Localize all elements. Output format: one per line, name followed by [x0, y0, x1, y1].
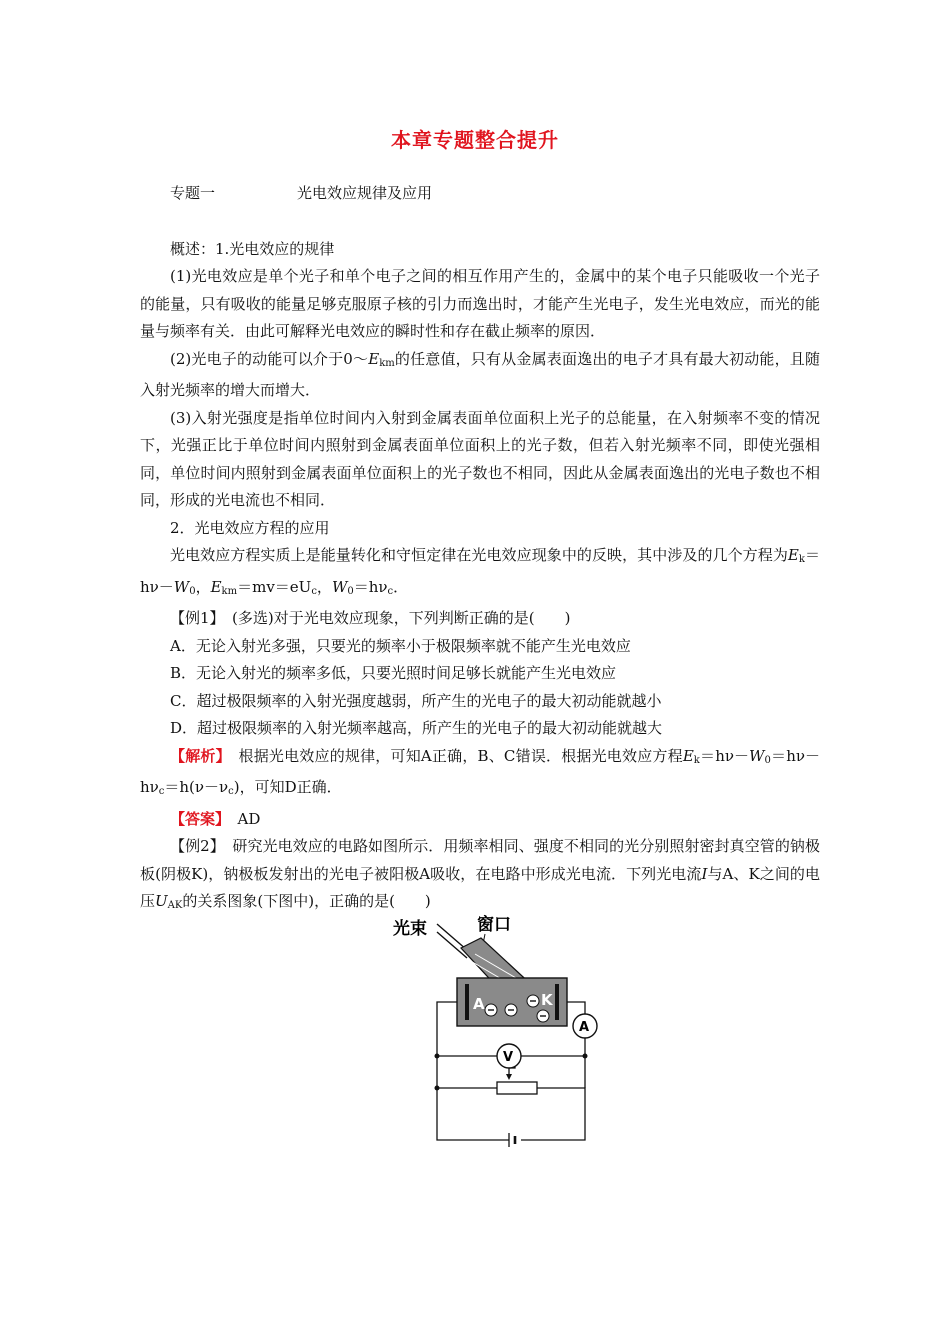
ammeter-label: A — [579, 1020, 590, 1035]
rheostat-slider — [506, 1074, 512, 1080]
photoelectric-circuit-figure — [385, 908, 615, 1148]
answer-tag: 【答案】 — [170, 809, 223, 828]
rule-3: (3)入射光强度是指单位时间内入射到金属表面单位面积上光子的总能量，在入射频率不变的情况下，光强正比于单位时间内照射到金属表面单位面积上的光子数，但若入射光频率不同，即使光强相同，单位时间内照射到金属表面单位面积上的光子数也不相同，因此从金属表面逸出的光电子数也不相同，形成的光电流也不相同． — [140, 408, 820, 509]
rule-2: (2)光电子的动能可以介于$0\sim E_{km}$的任意值，只有从金属表面逸出的电子才具有最大初动能，且随入射光频率的增大而增大． — [140, 349, 820, 399]
topic-label: 专题一 — [170, 184, 216, 202]
rule-1: (1)光电效应是单个光子和单个电子之间的相互作用产生的，金属中的某个电子只能吸收一个光子的能量，只有吸收的能量足够克服原子核的引力而逸出时，才能产生光电子，发生光电效应，而光的能量与频率有关．由此可解释光电效应的瞬时性和存在截止频率的原因． — [140, 267, 820, 340]
beam-label: 光束 — [393, 919, 427, 939]
example1-option-c: C．超过极限频率的入射光强度越弱，所产生的光电子的最大初动能就越小 — [170, 691, 662, 710]
analysis-tag: 【解析】 — [170, 746, 224, 765]
overview-heading: 概述：1.光电效应的规律 — [170, 239, 335, 258]
page-title: 本章专题整合提升 — [391, 128, 559, 152]
junction — [583, 1054, 588, 1059]
rheostat — [497, 1082, 537, 1094]
example2-stem: 【例2】 研究光电效应的电路如图所示．用频率相同、强度不相同的光分别照射密封真空管的钠极板(阴极K)，钠极板发射出的光电子被阳极A吸收，在电路中形成光电流．下列光电流I与A、K之间的电压$U_{AK}$的关系图象(下图中)，正确的是( ) — [140, 837, 820, 911]
example1-analysis: 【解析】 根据光电效应的规律，可知A正确，B、C错误．根据光电效应方程$E_k=h\nu-W_0=h\nu-h\nu_c=h(\nu-\nu_c)$，可知D正确． — [140, 746, 820, 797]
cathode-label: K — [541, 991, 553, 1009]
junction — [435, 1086, 440, 1091]
example1-option-d: D．超过极限频率的入射光频率越高，所产生的光电子的最大初动能就越大 — [170, 719, 663, 737]
anode-label: A — [473, 995, 485, 1013]
topic-heading — [140, 180, 820, 208]
section2-text: 光电效应方程实质上是能量转化和守恒定律在光电效应现象中的反映，其中涉及的几个方程为$E_k=h\nu-W_0$，$E_{km}=mv=eU_c$，$W_0=h\nu_c$． — [140, 546, 820, 597]
example1-stem: 【例1】 (多选)对于光电效应现象，下列判断正确的是( ) — [170, 609, 571, 627]
topic-name: 光电效应规律及应用 — [297, 184, 433, 202]
example1-answer: 【答案】 AD — [170, 809, 261, 828]
example1-option-a: A．无论入射光多强，只要光的频率小于极限频率就不能产生光电效应 — [170, 636, 631, 655]
voltmeter-label: V — [503, 1050, 514, 1065]
document-body — [140, 180, 820, 920]
section2-heading: 2．光电效应方程的应用 — [170, 518, 330, 537]
battery — [509, 1133, 515, 1147]
window-label: 窗口 — [477, 915, 511, 935]
example1-option-b: B．无论入射光的频率多低，只要光照时间足够长就能产生光电效应 — [170, 664, 617, 682]
junction — [435, 1054, 440, 1059]
